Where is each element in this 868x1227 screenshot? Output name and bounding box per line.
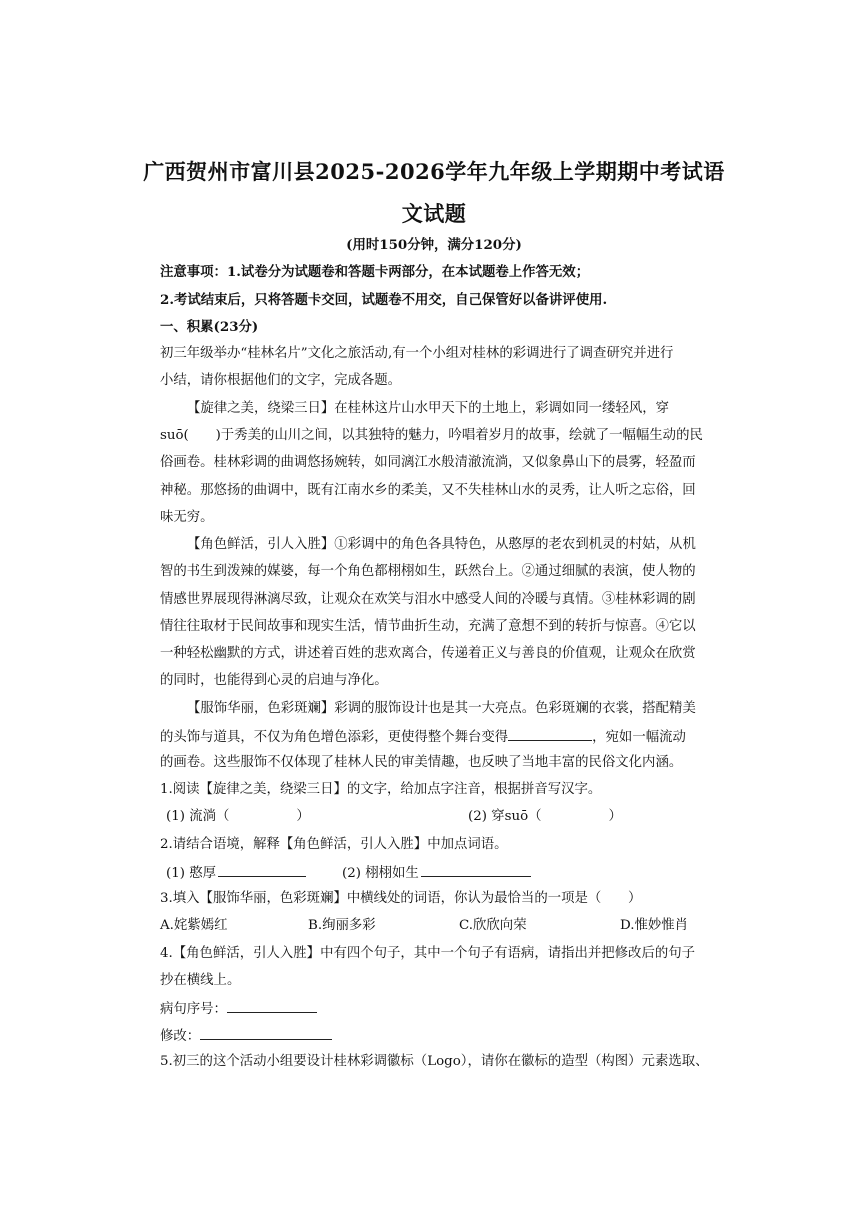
q2-blank-b[interactable] xyxy=(421,863,531,877)
para2-line5: 一种轻松幽默的方式，讲述着百姓的悲欢离合，传递着正义与善良的价值观，让观众在欣赏 xyxy=(160,646,696,661)
question-4-line1: 4.【角色鲜活，引人入胜】中有四个句子，其中一个句子有语病，请指出并把修改后的句子 xyxy=(160,946,696,961)
para1-line2: suō( )于秀美的山川之间，以其独特的魅力，吟唱着岁月的故事，绘就了一幅幅生动的民 xyxy=(160,428,703,443)
question-2: 2.请结合语境，解释【角色鲜活，引人入胜】中加点词语。 xyxy=(160,837,508,852)
q2-blank-a[interactable] xyxy=(218,863,306,877)
para1-line3: 俗画卷。桂林彩调的曲调悠扬婉转，如同漓江水般清澈流淌，又似象鼻山下的晨雾，轻盈而 xyxy=(160,455,696,470)
question-3: 3.填入【服饰华丽，色彩斑斓】中横线处的词语，你认为最恰当的一项是（ ） xyxy=(160,891,642,906)
q4-correction xyxy=(160,1026,332,1046)
q4-sentence-number xyxy=(160,999,317,1019)
para2-line1: 【角色鲜活，引人入胜】①彩调中的角色各具特色，从憨厚的老农到机灵的村姑，从机 xyxy=(187,537,696,552)
para3-line2-end: ，宛如一幅流动 xyxy=(592,730,686,745)
intro-line1: 初三年级举办“桂林名片”文化之旅活动,有一个小组对桂林的彩调进行了调查研究并进行 xyxy=(160,346,674,361)
q2-answer-a xyxy=(166,863,306,883)
exam-title-line1: 广西贺州市富川县2025-2026学年九年级上学期期中考试语 xyxy=(143,159,725,184)
para3-line3: 的画卷。这些服饰不仅体现了桂林人民的审美情趣，也反映了当地丰富的民俗文化内涵。 xyxy=(160,755,683,770)
intro-line2: 小结，请你根据他们的文字，完成各题。 xyxy=(160,373,402,388)
question-5-line1: 5.初三的这个活动小组要设计桂林彩调徽标（Logo），请你在徽标的造型（构图）元素选取、 xyxy=(160,1054,709,1069)
q3-option-d[interactable]: D.惟妙惟肖 xyxy=(620,918,689,933)
para3-line2-start: 的头饰与道具，不仅为角色增色添彩，更使得整个舞台变得 xyxy=(160,730,509,745)
q3-option-b[interactable]: B.绚丽多彩 xyxy=(308,918,376,933)
q4-blank-correction[interactable] xyxy=(200,1026,332,1040)
para1-line1: 【旋律之美，绕梁三日】在桂林这片山水甲天下的土地上，彩调如同一缕轻风，穿 xyxy=(187,401,670,416)
q2-label-b: (2) 栩栩如生 xyxy=(342,866,419,881)
q2-label-a: (1) 憨厚 xyxy=(166,866,217,881)
q4-blank-number[interactable] xyxy=(227,999,317,1013)
para1-line5: 味无穷。 xyxy=(160,510,214,525)
time-note: (用时150分钟，满分120分) xyxy=(346,237,522,253)
q1-answer-a: (1) 流淌（ ） xyxy=(166,809,310,824)
q2-answer-b xyxy=(342,863,531,883)
q4-label-correction: 修改： xyxy=(160,1029,201,1044)
q3-option-a[interactable]: A.姹紫嫣红 xyxy=(160,918,228,933)
para2-line2: 智的书生到泼辣的媒婆，每一个角色都栩栩如生，跃然台上。②通过细腻的表演，使人物的 xyxy=(160,564,696,579)
para3-line2 xyxy=(160,727,686,747)
section-heading: 一、积累(23分) xyxy=(160,319,259,335)
para1-line4: 神秘。那悠扬的曲调中，既有江南水乡的柔美，又不失桂林山水的灵秀，让人听之忘俗，回 xyxy=(160,483,696,498)
q4-label-number: 病句序号： xyxy=(160,1002,227,1017)
para2-line4: 情往往取材于民间故事和现实生活，情节曲折生动，充满了意想不到的转折与惊喜。④它以 xyxy=(160,619,696,634)
exam-title-line2: 文试题 xyxy=(401,201,467,226)
notice-line2: 2.考试结束后，只将答题卡交回，试题卷不用交，自己保管好以备讲评使用. xyxy=(160,292,608,308)
question-1: 1.阅读【旋律之美，绕梁三日】的文字，给加点字注音，根据拼音写汉字。 xyxy=(160,782,602,797)
question-4-line2: 抄在横线上。 xyxy=(160,973,241,988)
para2-line6: 的同时，也能得到心灵的启迪与净化。 xyxy=(160,673,388,688)
q3-option-c[interactable]: C.欣欣向荣 xyxy=(459,918,527,933)
para2-line3: 情感世界展现得淋漓尽致，让观众在欢笑与泪水中感受人间的冷暖与真情。③桂林彩调的剧 xyxy=(160,592,696,607)
para3-line1: 【服饰华丽，色彩斑斓】彩调的服饰设计也是其一大亮点。色彩斑斓的衣裳，搭配精美 xyxy=(187,701,696,716)
notice-line1: 注意事项：1.试卷分为试题卷和答题卡两部分，在本试题卷上作答无效； xyxy=(160,264,590,280)
fill-in-blank[interactable] xyxy=(508,727,592,741)
q1-answer-b: (2) 穿suō（ ） xyxy=(468,809,622,824)
